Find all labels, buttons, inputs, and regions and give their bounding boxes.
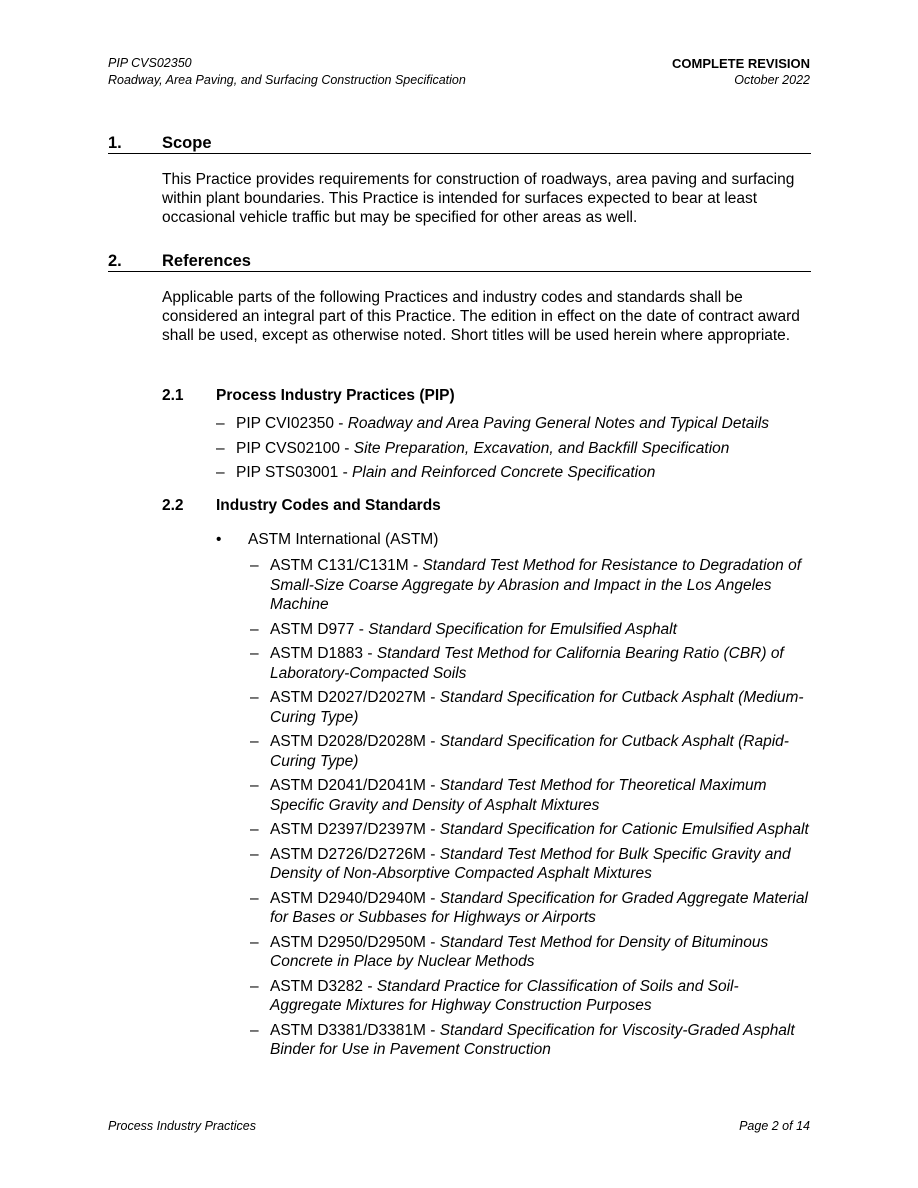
- reference-title: Site Preparation, Excavation, and Backfill Specification: [353, 439, 730, 457]
- list-item: [250, 820, 810, 840]
- header-left: [108, 55, 466, 89]
- revision-label: COMPLETE REVISION: [672, 56, 810, 71]
- section-number: 2.: [108, 252, 122, 270]
- list-item: [250, 1021, 810, 1060]
- reference-code: ASTM D977 -: [270, 620, 369, 638]
- reference-code: ASTM D2950/D2950M -: [270, 933, 440, 951]
- reference-title: Roadway and Area Paving General Notes and Typical Details: [347, 415, 770, 432]
- reference-code: ASTM D2397/D2397M -: [270, 821, 440, 838]
- section-heading-references: [108, 251, 811, 272]
- reference-code: ASTM D2027/D2027M -: [270, 689, 440, 706]
- dash-marker: –: [250, 1021, 259, 1039]
- reference-title: Standard Test Method for Density of Bituminous Concrete in Place by Nuclear Methods: [270, 933, 769, 970]
- bullet-icon: •: [216, 531, 222, 548]
- subsection-heading-pip: [162, 386, 455, 405]
- reference-title: Standard Test Method for California Bearing Ratio (CBR) of Laboratory-Compacted Soils: [270, 645, 784, 682]
- reference-title: Standard Test Method for Bulk Specific Gravity and Density of Non-Absorptive Compacted Asphalt Mixtures: [270, 845, 791, 882]
- pip-reference-list: [216, 414, 816, 488]
- reference-title: Standard Specification for Emulsified Asphalt: [368, 620, 677, 638]
- reference-code: ASTM D3381/D3381M -: [270, 1021, 440, 1039]
- dash-marker: –: [250, 933, 259, 951]
- section-heading-scope: [108, 133, 811, 154]
- list-item: [250, 845, 810, 884]
- footer-page-number: Page 2 of 14: [739, 1119, 810, 1133]
- dash-marker: –: [250, 845, 259, 863]
- bullet-item-astm: [216, 530, 438, 549]
- list-item: [250, 889, 810, 928]
- dash-marker: –: [250, 557, 259, 574]
- subsection-heading-codes: [162, 496, 441, 515]
- section-title: Scope: [162, 134, 212, 152]
- reference-title: Standard Specification for Cationic Emulsified Asphalt: [439, 821, 809, 838]
- reference-title: Standard Specification for Viscosity-Graded Asphalt Binder for Use in Pavement Construction: [270, 1021, 795, 1058]
- dash-marker: –: [216, 439, 225, 457]
- list-item: [216, 414, 816, 433]
- list-item: [250, 776, 810, 815]
- reference-title: Standard Test Method for Resistance to Degradation of Small-Size Coarse Aggregate by Abrasion and Impact in the Los Angeles Machine: [270, 557, 802, 613]
- dash-marker: –: [250, 821, 259, 838]
- reference-code: ASTM D2028/D2028M -: [270, 733, 440, 750]
- subsection-number: 2.1: [162, 387, 184, 404]
- reference-code: ASTM D2940/D2940M -: [270, 889, 440, 907]
- reference-code: PIP CVI02350 -: [236, 415, 348, 432]
- reference-code: PIP CVS02100 -: [236, 439, 354, 457]
- section-title: References: [162, 252, 251, 270]
- scope-paragraph: This Practice provides requirements for construction of roadways, area paving and surfacing within plant boundaries. This Practice is intended for surfaces expected to bear at least occasional vehicle traffic but may be specified for other areas as well.: [162, 171, 795, 226]
- list-item: [250, 620, 810, 640]
- list-item: [250, 556, 810, 615]
- dash-marker: –: [250, 777, 259, 794]
- reference-title: Standard Practice for Classification of Soils and Soil-Aggregate Mixtures for Highway Construction Purposes: [270, 977, 739, 1014]
- list-item: [216, 463, 816, 482]
- reference-title: Standard Specification for Cutback Asphalt (Rapid-Curing Type): [270, 733, 789, 770]
- reference-code: ASTM D1883 -: [270, 645, 377, 662]
- dash-marker: –: [250, 689, 259, 706]
- references-paragraph: Applicable parts of the following Practices and industry codes and standards shall be considered an integral part of this Practice. The edition in effect on the date of contract award shall be used, except as otherwise noted. Short titles will be used herein where appropriate.: [162, 289, 800, 344]
- reference-code: ASTM D3282 -: [270, 977, 377, 995]
- reference-title: Standard Test Method for Theoretical Maximum Specific Gravity and Density of Asphalt Mixtures: [270, 777, 767, 814]
- list-item: [250, 644, 810, 683]
- doc-id: PIP CVS02350: [108, 56, 192, 70]
- revision-date: October 2022: [734, 73, 810, 87]
- doc-title: Roadway, Area Paving, and Surfacing Construction Specification: [108, 73, 466, 87]
- reference-code: ASTM D2041/D2041M -: [270, 777, 440, 794]
- reference-code: ASTM C131/C131M -: [270, 557, 423, 574]
- dash-marker: –: [250, 977, 259, 995]
- list-item: [250, 977, 810, 1016]
- organization-name: ASTM International (ASTM): [248, 531, 439, 548]
- dash-marker: –: [250, 645, 259, 662]
- section-number: 1.: [108, 134, 122, 152]
- reference-title: Plain and Reinforced Concrete Specification: [352, 464, 656, 481]
- reference-title: Standard Specification for Graded Aggregate Material for Bases or Subbases for Highways or Airports: [270, 889, 808, 926]
- list-item: [250, 732, 810, 771]
- header-right: [672, 55, 810, 89]
- footer-publisher: Process Industry Practices: [108, 1119, 256, 1133]
- dash-marker: –: [216, 464, 225, 481]
- dash-marker: –: [216, 415, 225, 432]
- list-item: [250, 688, 810, 727]
- reference-code: ASTM D2726/D2726M -: [270, 845, 440, 863]
- subsection-title: Process Industry Practices (PIP): [216, 387, 455, 404]
- list-item: [216, 439, 816, 458]
- dash-marker: –: [250, 620, 259, 638]
- subsection-title: Industry Codes and Standards: [216, 497, 441, 514]
- list-item: [250, 933, 810, 972]
- dash-marker: –: [250, 889, 259, 907]
- astm-reference-list: [250, 556, 810, 1065]
- reference-code: PIP STS03001 -: [236, 464, 353, 481]
- dash-marker: –: [250, 733, 259, 750]
- reference-title: Standard Specification for Cutback Asphalt (Medium-Curing Type): [270, 689, 804, 726]
- subsection-number: 2.2: [162, 497, 184, 514]
